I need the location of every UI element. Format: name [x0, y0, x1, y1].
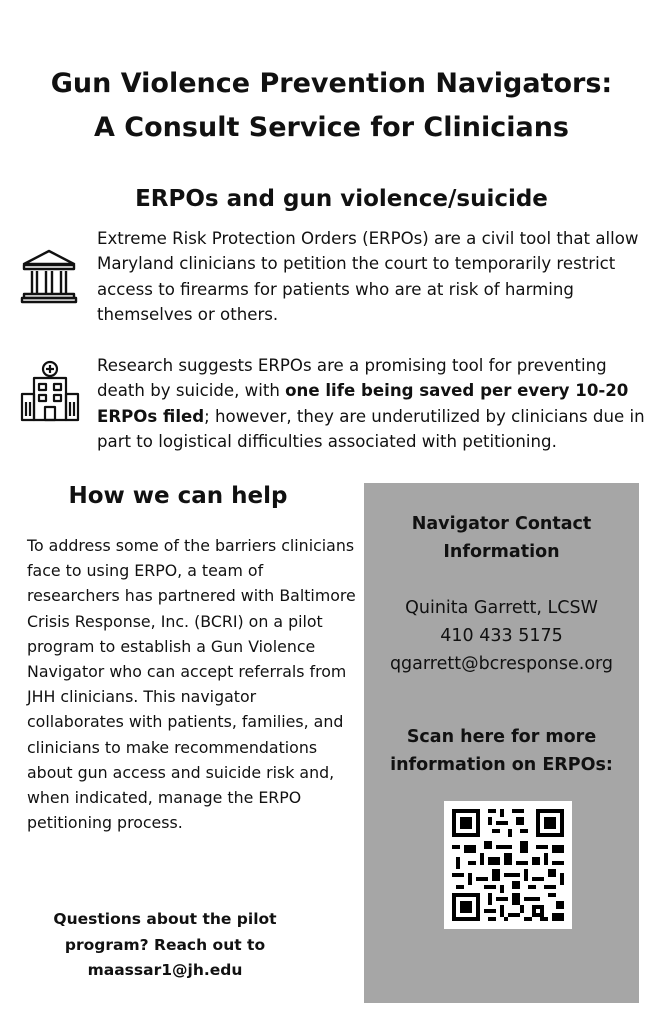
- contact-panel-title: Navigator Contact Information: [411, 514, 592, 562]
- contact-panel: [364, 483, 639, 1003]
- title-line-2: A Consult Service for Clinicians: [94, 112, 569, 143]
- qr-code[interactable]: [444, 801, 572, 929]
- questions-contact: Questions about the pilot program? Reach out to maassar1@jh.edu: [53, 910, 277, 979]
- help-section-body: To address some of the barriers clinicians face to using ERPO, a team of researchers has partnered with Baltimore Crisis Response, Inc. (BCRI) on a pilot program to establish a Gun Violence Navigator who can accept referrals from JHH clinicians. This navigator collaborates with patients, families, and clinicians to make recommendations about gun access and suicide risk and, when indicated, manage the ERPO petitioning process.: [27, 536, 356, 833]
- erpo-paragraph-1: Extreme Risk Protection Orders (ERPOs) are a civil tool that allow Maryland clinicians to petition the court to temporarily restrict access to firearms for patients who are at risk of harming themselves or others.: [97, 229, 639, 325]
- erpo-paragraph-2: [97, 353, 657, 455]
- paragraph-2-intro: Research suggests ERPOs are a promising tool for preventing death by suicide, with: [97, 356, 607, 401]
- scan-instructions: Scan here for more information on ERPOs:: [390, 727, 613, 775]
- navigator-name: Quinita Garrett, LCSW: [405, 598, 598, 618]
- paragraph-2-conclusion: ; however, they are underutilized by clinicians due in part to logistical difficulties associated with petitioning.: [97, 406, 645, 452]
- page-title: [0, 62, 663, 150]
- courthouse-icon: [20, 247, 78, 305]
- title-line-1: Gun Violence Prevention Navigators:: [50, 68, 613, 99]
- navigator-email: qgarrett@bcresponse.org: [389, 654, 614, 674]
- help-section-heading: How we can help: [68, 483, 288, 509]
- paragraph-2-highlight: one life being saved per every 10-20 ERPOs filed: [97, 381, 629, 426]
- navigator-phone: 410 433 5175: [440, 626, 563, 646]
- qr-code-icon: [444, 801, 572, 929]
- erpo-section-heading: ERPOs and gun violence/suicide: [135, 186, 548, 212]
- hospital-icon: [20, 360, 80, 422]
